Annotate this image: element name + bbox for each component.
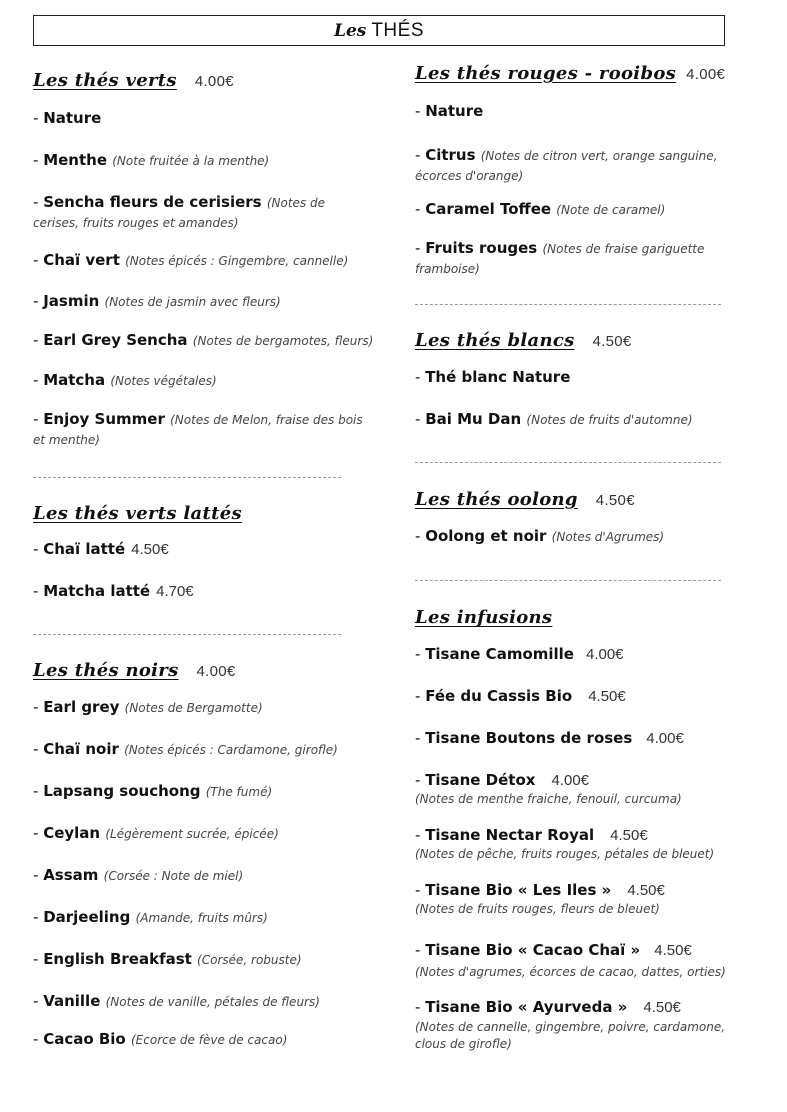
menu-item: - Chaï noir (Notes épicés : Cardamone, girofle) <box>33 740 338 758</box>
section-heading-lattes: Les thés verts lattés <box>33 503 242 524</box>
menu-item: - Cacao Bio (Ecorce de fève de cacao) <box>33 1030 288 1048</box>
menu-item: - Tisane Bio « Les Iles » 4.50€ <box>415 881 665 899</box>
menu-item: - Vanille (Notes de vanille, pétales de fleurs) <box>33 992 320 1010</box>
menu-item: - Matcha (Notes végétales) <box>33 371 217 389</box>
menu-item: - Thé blanc Nature <box>415 368 571 386</box>
menu-title <box>33 15 725 46</box>
section-heading-blancs: Les thés blancs 4.50€ <box>415 330 632 351</box>
menu-item: - Tisane Boutons de roses 4.00€ <box>415 729 684 747</box>
section-heading-infusions: Les infusions <box>415 607 553 628</box>
section-price-blancs: 4.50€ <box>592 333 632 350</box>
menu-item: - Lapsang souchong (The fumé) <box>33 782 273 800</box>
section-price-noirs: 4.00€ <box>196 663 236 680</box>
menu-item: - Menthe (Note fruitée à la menthe) <box>33 151 270 169</box>
menu-item: - Chaï latté 4.50€ <box>33 540 169 558</box>
section-heading-noirs: Les thés noirs 4.00€ <box>33 660 236 681</box>
menu-item: - Assam (Corsée : Note de miel) <box>33 866 244 884</box>
menu-item: - Tisane Bio « Ayurveda » 4.50€ <box>415 998 681 1016</box>
section-divider <box>415 462 721 463</box>
title-caps: THÉS <box>371 19 425 41</box>
section-price-verts: 4.00€ <box>194 73 234 90</box>
menu-item: - Matcha latté 4.70€ <box>33 582 194 600</box>
section-divider <box>33 634 341 635</box>
section-divider <box>415 304 721 305</box>
menu-item: - Citrus (Notes de citron vert, orange sanguine, écorces d'orange) <box>415 146 718 183</box>
menu-item: - Nature <box>33 109 102 127</box>
menu-item: - Fée du Cassis Bio 4.50€ <box>415 687 626 705</box>
title-script: Les <box>333 20 367 41</box>
menu-item: - English Breakfast (Corsée, robuste) <box>33 950 302 968</box>
item-note: (Notes de menthe fraiche, fenouil, curcuma) <box>415 792 682 806</box>
menu-item: - Earl grey (Notes de Bergamotte) <box>33 698 263 716</box>
menu-item: - Earl Grey Sencha (Notes de bergamotes, fleurs) <box>33 331 374 349</box>
item-note: (Notes d'agrumes, écorces de cacao, dattes, orties) <box>415 965 726 979</box>
menu-item: - Tisane Bio « Cacao Chaï » 4.50€ <box>415 941 692 959</box>
section-divider <box>33 477 341 478</box>
menu-item: - Tisane Nectar Royal 4.50€ <box>415 826 648 844</box>
menu-item: - Fruits rouges (Notes de fraise gariguette framboise) <box>415 239 705 276</box>
menu-item: - Nature <box>415 102 484 120</box>
section-heading-oolong: Les thés oolong 4.50€ <box>415 489 635 510</box>
menu-item: - Tisane Camomille 4.00€ <box>415 645 624 663</box>
menu-item: - Chaï vert (Notes épicés : Gingembre, cannelle) <box>33 251 349 269</box>
section-divider <box>415 580 721 581</box>
menu-item: - Caramel Toffee (Note de caramel) <box>415 200 666 218</box>
menu-item: - Enjoy Summer (Notes de Melon, fraise des bois et menthe) <box>33 410 363 447</box>
menu-item: - Bai Mu Dan (Notes de fruits d'automne) <box>415 410 693 428</box>
item-note: (Notes de cannelle, gingembre, poivre, cardamone, clous de girofle) <box>415 1020 726 1051</box>
section-price-oolong: 4.50€ <box>595 492 635 509</box>
item-note: (Notes de pêche, fruits rouges, pétales de bleuet) <box>415 847 715 861</box>
menu-item: - Tisane Détox 4.00€ <box>415 771 590 789</box>
menu-item: - Sencha fleurs de cerisiers (Notes de cerises, fruits rouges et amandes) <box>33 193 325 230</box>
menu-item: - Ceylan (Légèrement sucrée, épicée) <box>33 824 279 842</box>
section-price-rouges: 4.00€ <box>686 66 726 83</box>
menu-item: - Jasmin (Notes de jasmin avec fleurs) <box>33 292 281 310</box>
menu-item: - Darjeeling (Amande, fruits mûrs) <box>33 908 268 926</box>
section-heading-rouges: Les thés rouges - rooibos 4.00€ <box>415 63 726 84</box>
section-heading-verts: Les thés verts 4.00€ <box>33 70 234 91</box>
item-note: (Notes de fruits rouges, fleurs de bleuet) <box>415 902 660 916</box>
menu-item: - Oolong et noir (Notes d'Agrumes) <box>415 527 665 545</box>
